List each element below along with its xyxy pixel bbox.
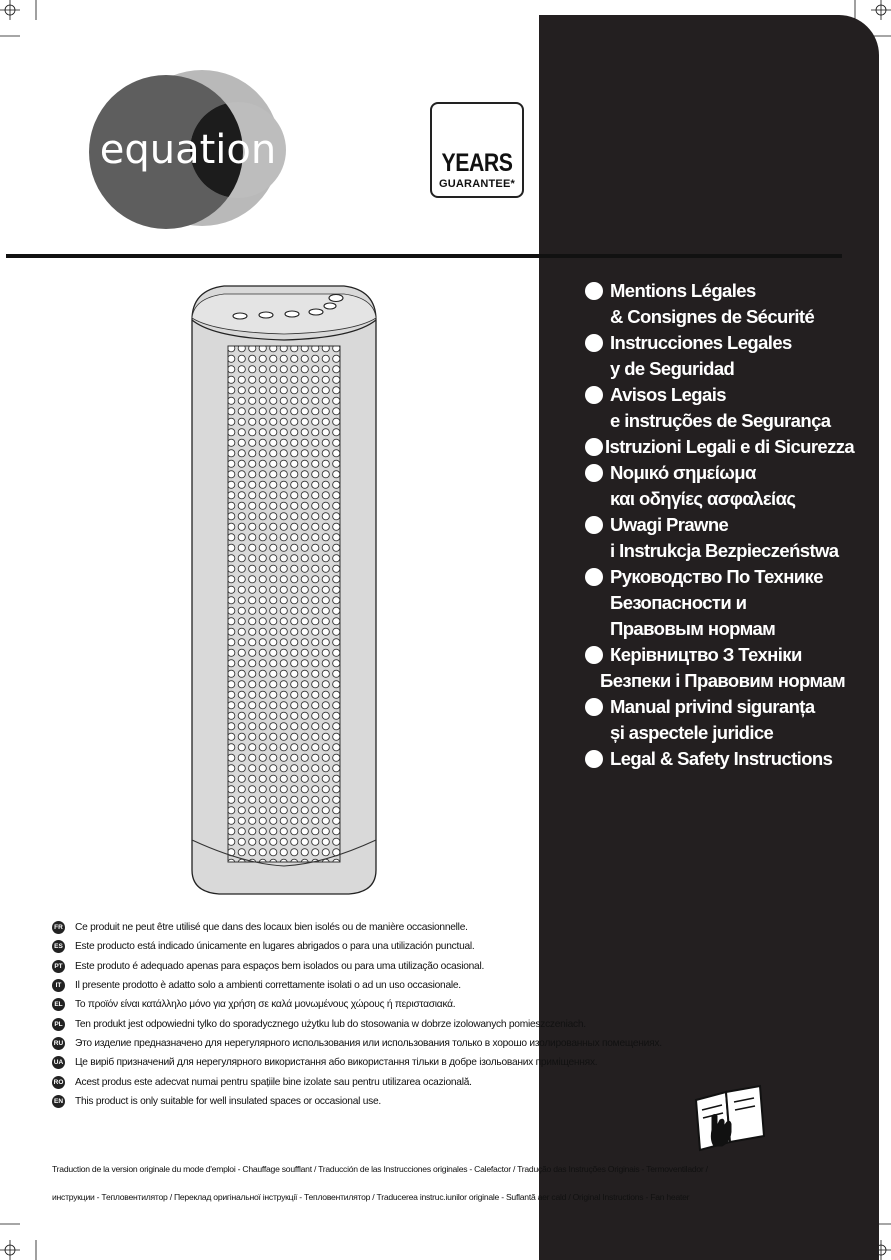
bullet-icon <box>585 282 603 300</box>
equation-logo <box>88 70 288 230</box>
list-item: UA Це виріб призначений для нерегулярного використання або використання тільки в добре ізольованих приміщеннях. <box>53 1057 598 1069</box>
list-item: PT Este produto é adequado apenas para espaços bem isolados ou para uma utilização ocasional. <box>52 957 692 976</box>
list-item: FR Ce produit ne peut être utilisé que dans des locaux bien isolés ou de manière occasionnelle. <box>52 918 692 937</box>
language-code-badge: ES <box>52 940 65 953</box>
language-code-badge: PL <box>52 1018 65 1031</box>
language-code-badge: EN <box>52 1095 65 1108</box>
language-code-badge: FR <box>52 921 65 934</box>
bullet-icon <box>585 464 603 482</box>
list-item: EN This product is only suitable for well insulated spaces or occasional use. <box>53 1095 381 1107</box>
footer-line-1: Traduction de la version originale du mode d'emploi - Chauffage soufflant / Traducción de las Instrucciones originales - Calefactor / Tradução das Instruções Originais - Termoventilador / <box>52 1164 708 1174</box>
language-title-list <box>585 278 875 772</box>
language-code-badge: RU <box>52 1037 65 1050</box>
logo-wordmark: equation <box>99 127 277 173</box>
read-manual-icon <box>690 1080 770 1155</box>
bullet-icon <box>585 516 603 534</box>
bullet-icon <box>585 438 603 456</box>
language-code-badge: EL <box>52 998 65 1011</box>
list-item: IT Il presente prodotto è adatto solo a ambienti correttamente isolati o ad un uso occasionale. <box>52 976 692 995</box>
list-item: Istruzioni Legali e di Sicurezza <box>585 434 875 460</box>
list-item: RU Это изделие предназначено для нерегулярного использования или использования только в хорошо изолированных помещениях. <box>53 1037 662 1049</box>
language-code-badge: PT <box>52 960 65 973</box>
bullet-icon <box>585 698 603 716</box>
footer-line-2: инструкции - Тепловентилятор / Переклад оригінальної інструкції - Тепловентилятор / Traducerea instruc.iunilor originale - Suflantă aer cald / Original Instructions - Fan heater <box>52 1192 690 1202</box>
list-item: Mentions Légales & Consignes de Sécurité <box>585 278 875 330</box>
language-code-badge: IT <box>52 979 65 992</box>
list-item: Керівництво З Техніки Безпеки і Правовим нормам <box>585 642 875 694</box>
list-item: ES Este producto está indicado únicamente en lugares abrigados o para una utilización punctual. <box>52 937 692 956</box>
list-item: Avisos Legais e instruções de Segurança <box>585 382 875 434</box>
fan-heater-illustration <box>184 280 384 900</box>
language-code-badge: UA <box>52 1056 65 1069</box>
list-item: Manual privind siguranța și aspectele juridice <box>585 694 875 746</box>
bullet-icon <box>585 568 603 586</box>
header-rule <box>6 254 842 258</box>
list-item: Instrucciones Legales y de Seguridad <box>585 330 875 382</box>
list-item: Νομικό σημείωμα και οδηγίες ασφαλείας <box>585 460 875 512</box>
guarantee-label: GUARANTEE* <box>439 178 515 190</box>
list-item: Legal & Safety Instructions <box>585 746 875 772</box>
list-item: RO Acest produs este adecvat numai pentru spațiile bine izolate sau pentru utilizarea ocazională. <box>53 1076 472 1088</box>
usage-notes <box>52 918 692 1111</box>
bullet-icon <box>585 750 603 768</box>
list-item: Руководство По Технике Безопасности и Правовым нормам <box>585 564 875 642</box>
list-item: EL Το προϊόν είναι κατάλληλο μόνο για χρήση σε καλά μονωμένους χώρους ή περιστασιακά. <box>52 995 692 1014</box>
list-item: PL Ten produkt jest odpowiedni tylko do sporadycznego użytku lub do stosowania w dobrze izolowanych pomieszczeniach. <box>52 1015 692 1034</box>
bullet-icon <box>585 386 603 404</box>
bullet-icon <box>585 646 603 664</box>
guarantee-years: YEARS <box>441 149 513 177</box>
list-item: Uwagi Prawne i Instrukcja Bezpieczeństwa <box>585 512 875 564</box>
bullet-icon <box>585 334 603 352</box>
guarantee-badge <box>430 102 524 198</box>
language-code-badge: RO <box>52 1076 65 1089</box>
